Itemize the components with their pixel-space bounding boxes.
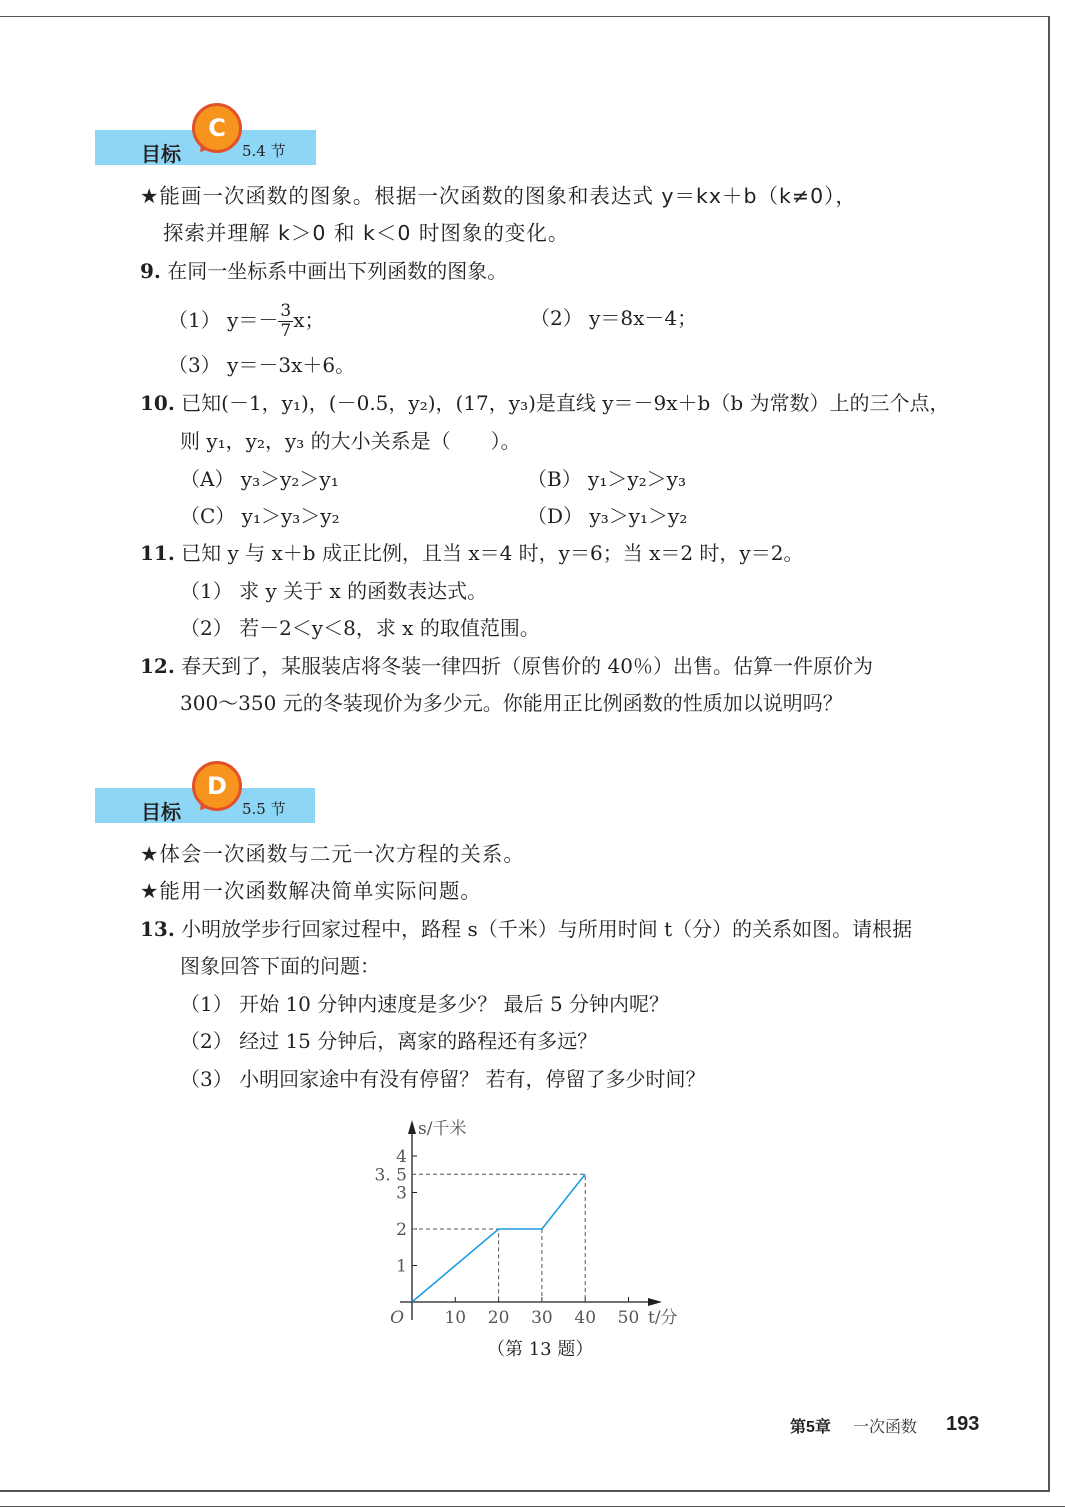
question-text: 小明放学步行回家过程中，路程 s（千米）与所用时间 t（分）的关系如图。请根据 <box>181 917 913 941</box>
q9-part-3: （3） y＝－3x＋6。 <box>168 353 356 377</box>
goal-line: ★能用一次函数解决简单实际问题。 <box>140 879 482 903</box>
q11-part-2: （2） 若－2＜y＜8，求 x 的取值范围。 <box>180 616 540 640</box>
guide-lines <box>412 1174 585 1302</box>
question-text: 则 y₁，y₂，y₃ 的大小关系是（ ）。 <box>180 429 521 453</box>
question-text: 春天到了，某服装店将冬装一律四折（原售价的 40％）出售。估算一件原价为 <box>181 654 873 678</box>
section-ref: 5.4 节 <box>242 142 286 160</box>
numerator: 3 <box>280 301 292 321</box>
goal-label: 目标 <box>141 800 181 824</box>
goal-label: 目标 <box>141 142 181 166</box>
y-tick-label: 3. 5 <box>374 1165 407 1186</box>
figure-caption: （第 13 题） <box>487 1339 594 1360</box>
part-text: （1） y＝－ <box>168 308 279 332</box>
question-number: 11. <box>140 541 175 565</box>
question-number: 10. <box>140 391 175 415</box>
page-number: 193 <box>946 1413 980 1435</box>
x-tick-label: 10 <box>444 1308 467 1328</box>
q13-part-1: （1） 开始 10 分钟内速度是多少？ 最后 5 分钟内呢？ <box>180 992 670 1016</box>
option-b: （B） y₁＞y₂＞y₃ <box>527 467 687 491</box>
x-tick-label: 40 <box>574 1308 597 1328</box>
footer-chapter: 第5章 <box>790 1419 831 1436</box>
question-number: 13. <box>140 917 175 941</box>
question-text: 图象回答下面的问题： <box>180 954 380 978</box>
question-text: 300～350 元的冬装现价为多少元。你能用正比例函数的性质加以说明吗？ <box>180 691 843 715</box>
footer-title: 一次函数 <box>853 1419 918 1436</box>
y-tick-label: 4 <box>396 1147 407 1167</box>
goal-line: ★体会一次函数与二元一次方程的关系。 <box>140 842 525 866</box>
option-a: （A） y₃＞y₂＞y₁ <box>180 467 339 491</box>
question-text: 已知 y 与 x＋b 成正比例，且当 x＝4 时，y＝6；当 x＝2 时，y＝2。 <box>181 541 804 565</box>
y-tick-label: 3 <box>396 1183 407 1204</box>
y-axis-arrow-icon <box>408 1120 416 1134</box>
y-tick-label: 2 <box>396 1220 407 1240</box>
origin-label: O <box>390 1308 404 1328</box>
goal-line: 探索并理解 k＞0 和 k＜0 时图象的变化。 <box>163 221 570 245</box>
q13-part-2: （2） 经过 15 分钟后，离家的路程还有多远？ <box>180 1029 598 1053</box>
goal-line: ★能画一次函数的图象。根据一次函数的图象和表达式 y＝kx＋b（k≠0）， <box>140 184 857 208</box>
badge-d: D <box>192 761 242 811</box>
x-axis-arrow-icon <box>648 1298 662 1306</box>
y-axis-label: s/千米 <box>418 1119 467 1139</box>
q13-part-3: （3） 小明回家途中有没有停留？ 若有，停留了多少时间？ <box>180 1067 706 1091</box>
badge-c: C <box>192 103 242 153</box>
option-c: （C） y₁＞y₃＞y₂ <box>180 504 340 528</box>
q9-part-2: （2） y＝8x－4； <box>530 306 698 330</box>
x-tick-label: 50 <box>617 1308 640 1328</box>
part-text: x； <box>293 308 325 332</box>
x-axis-label: t/分 <box>648 1308 678 1328</box>
x-tick-label: 20 <box>487 1308 510 1328</box>
question-text: 已知(－1，y₁)，(－0.5，y₂)，(17，y₃)是直线 y＝－9x＋b（b 为常数）上的三个点， <box>181 391 950 415</box>
x-tick-label: 30 <box>531 1308 553 1328</box>
section-ref: 5.5 节 <box>242 800 286 818</box>
denominator: 7 <box>280 321 292 341</box>
question-text: 在同一坐标系中画出下列函数的图象。 <box>167 259 508 283</box>
question-number: 12. <box>140 654 175 678</box>
option-d: （D） y₃＞y₁＞y₂ <box>527 504 688 528</box>
question-number: 9. <box>140 259 161 283</box>
y-tick-label: 1 <box>396 1256 407 1277</box>
q11-part-1: （1） 求 y 关于 x 的函数表达式。 <box>180 579 488 603</box>
